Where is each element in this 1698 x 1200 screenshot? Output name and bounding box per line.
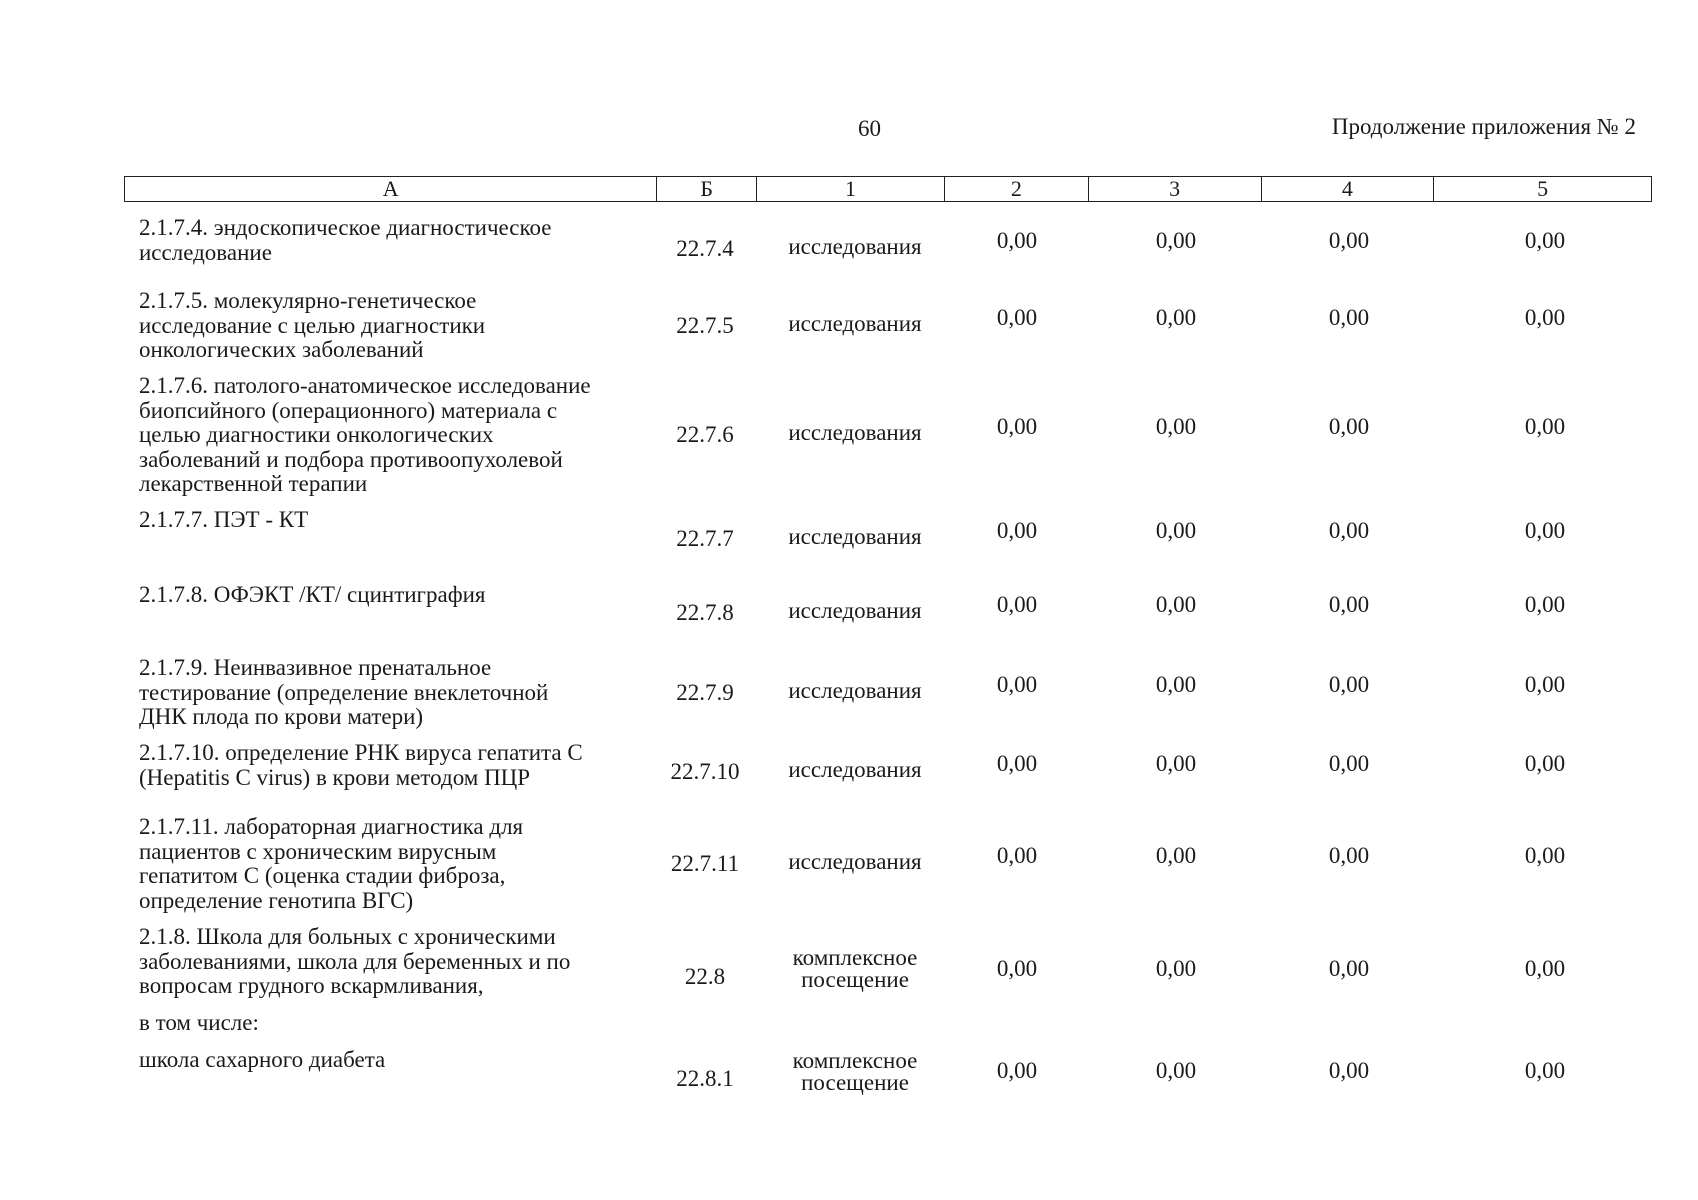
row-unit: исследования	[788, 311, 922, 336]
row-value-3: 0,00	[1155, 843, 1197, 868]
row-value-2: 0,00	[996, 414, 1038, 439]
row-name: 2.1.7.9. Неинвазивное пренатальное тестирование (определение внеклеточной ДНК плода по крови матери)	[139, 655, 549, 729]
page-number: 60	[858, 116, 881, 141]
row-value-4: 0,00	[1328, 305, 1370, 330]
row-value-5: 0,00	[1524, 751, 1566, 776]
row-value-4: 0,00	[1328, 843, 1370, 868]
column-header-row	[124, 176, 1652, 202]
row-value-2: 0,00	[996, 956, 1038, 981]
row-name: 2.1.7.4. эндоскопическое диагностическое исследование	[139, 215, 552, 265]
row-value-4: 0,00	[1328, 1058, 1370, 1083]
column-header-1: 1	[757, 177, 945, 201]
column-header-5: 5	[1537, 176, 1549, 201]
row-name: 2.1.7.11. лабораторная диагностика для пациентов с хроническим вирусным гепатитом С (оценка стадии фиброза, определение генотипа ВГС)	[139, 814, 524, 913]
row-value-5: 0,00	[1524, 1058, 1566, 1083]
row-value-3: 0,00	[1155, 592, 1197, 617]
row-value-2: 0,00	[996, 228, 1038, 253]
row-value-5: 0,00	[1524, 414, 1566, 439]
row-value-4: 0,00	[1328, 751, 1370, 776]
row-value-4: 0,00	[1328, 228, 1370, 253]
row-name: школа сахарного диабета	[139, 1047, 386, 1072]
row-name: 2.1.8. Школа для больных с хроническими заболеваниями, школа для беременных и по вопросам грудного вскармливания,	[139, 924, 571, 998]
appendix-continuation-note: Продолжение приложения № 2	[1331, 114, 1636, 139]
row-value-3: 0,00	[1155, 305, 1197, 330]
row-value-2: 0,00	[996, 518, 1038, 543]
row-unit: исследования	[788, 678, 922, 703]
row-value-3: 0,00	[1155, 751, 1197, 776]
row-value-3: 0,00	[1155, 1058, 1197, 1083]
row-value-3: 0,00	[1155, 518, 1197, 543]
row-code: 22.7.6	[676, 422, 734, 447]
column-header-b: Б	[657, 177, 757, 201]
row-value-3: 0,00	[1155, 228, 1197, 253]
row-code: 22.7.7	[676, 526, 734, 551]
row-value-5: 0,00	[1524, 672, 1566, 697]
column-header-a: А	[125, 177, 657, 201]
row-code: 22.7.8	[676, 600, 734, 625]
row-unit: комплексное посещение	[792, 945, 918, 992]
row-value-4: 0,00	[1328, 592, 1370, 617]
row-code: 22.7.11	[670, 851, 740, 876]
row-value-5: 0,00	[1524, 592, 1566, 617]
row-value-5: 0,00	[1524, 518, 1566, 543]
row-unit: исследования	[788, 234, 922, 259]
row-unit: исследования	[788, 524, 922, 549]
row-value-2: 0,00	[996, 592, 1038, 617]
row-value-2: 0,00	[996, 843, 1038, 868]
row-unit: исследования	[788, 757, 922, 782]
row-value-2: 0,00	[996, 305, 1038, 330]
row-value-3: 0,00	[1155, 414, 1197, 439]
row-value-5: 0,00	[1524, 956, 1566, 981]
row-value-2: 0,00	[996, 672, 1038, 697]
row-code: 22.7.4	[676, 236, 734, 261]
row-code: 22.7.10	[670, 759, 740, 784]
row-value-4: 0,00	[1328, 518, 1370, 543]
column-header-2: 2	[945, 177, 1089, 201]
row-unit: комплексное посещение	[792, 1048, 918, 1095]
row-code: 22.7.9	[676, 680, 734, 705]
row-unit: исследования	[788, 598, 922, 623]
row-name: 2.1.7.8. ОФЭКТ /КТ/ сцинтиграфия	[139, 582, 486, 607]
row-value-4: 0,00	[1328, 672, 1370, 697]
row-name: 2.1.7.5. молекулярно-генетическое исследование с целью диагностики онкологических заболеваний	[139, 288, 486, 362]
row-value-5: 0,00	[1524, 305, 1566, 330]
row-unit: исследования	[788, 849, 922, 874]
row-name: 2.1.7.6. патолого-анатомическое исследование биопсийного (операционного) материала с целью диагностики онкологических заболеваний и подбора противоопухолевой лекарственной терапии	[139, 373, 591, 496]
row-value-4: 0,00	[1328, 956, 1370, 981]
row-code: 22.8.1	[676, 1066, 734, 1091]
row-value-3: 0,00	[1155, 956, 1197, 981]
row-code: 22.8	[684, 964, 726, 989]
row-value-2: 0,00	[996, 751, 1038, 776]
row-value-3: 0,00	[1155, 672, 1197, 697]
row-name: 2.1.7.7. ПЭТ - КТ	[139, 507, 309, 532]
column-header-3: 3	[1089, 177, 1262, 201]
row-value-5: 0,00	[1524, 228, 1566, 253]
row-value-2: 0,00	[996, 1058, 1038, 1083]
row-name: в том числе:	[139, 1010, 259, 1035]
row-unit: исследования	[788, 420, 922, 445]
row-name: 2.1.7.10. определение РНК вируса гепатита С (Hepatitis C virus) в крови методом ПЦР	[139, 740, 583, 790]
row-code: 22.7.5	[676, 313, 734, 338]
row-value-5: 0,00	[1524, 843, 1566, 868]
column-header-4: 4	[1262, 177, 1435, 201]
row-value-4: 0,00	[1328, 414, 1370, 439]
